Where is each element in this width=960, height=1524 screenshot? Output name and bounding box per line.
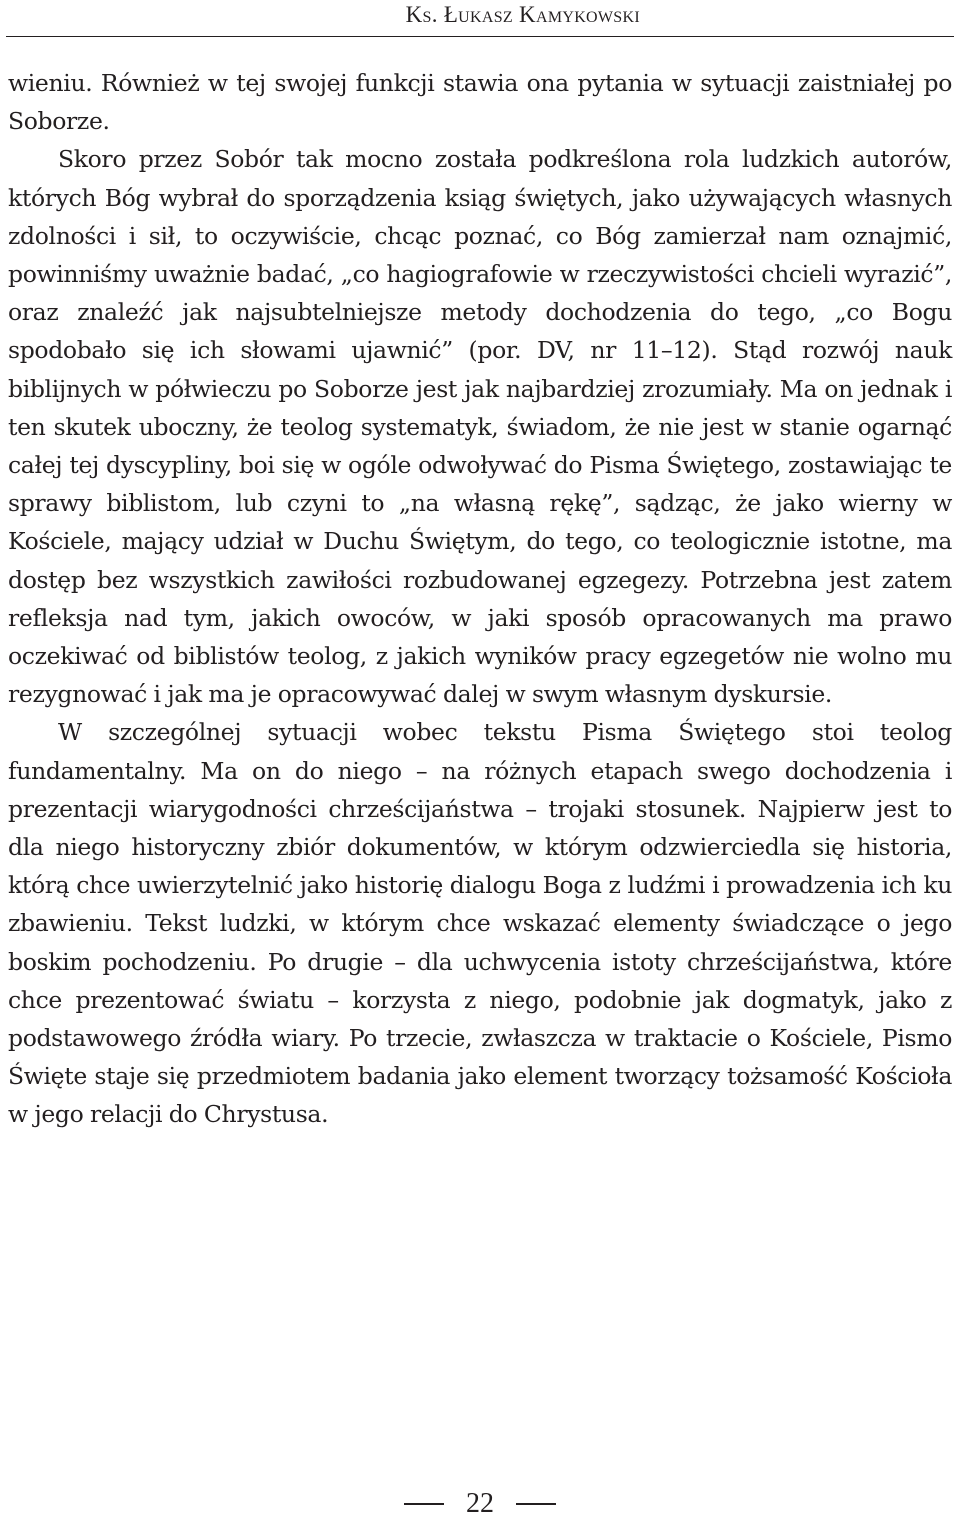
page-footer [0, 1484, 960, 1524]
paragraph: wieniu. Również w tej swojej funkcji stawia ona pytania w sytuacji zaistniałej po Soborze. [8, 69, 952, 136]
header-rule [6, 36, 954, 37]
page-number: 22 [466, 1488, 494, 1519]
footer-dash-right [516, 1503, 556, 1505]
footer-dash-left [404, 1503, 444, 1505]
paragraph: W szczególnej sytuacji wobec tekstu Pisma Świętego stoi teolog fundamentalny. Ma on do niego – na różnych etapach swego dochodzenia i prezentacji wiarygodności chrześcijaństwa – trojaki stosunek. Najpierw jest to dla niego historyczny zbiór dokumentów, w którym odzwierciedla się historia, którą chce uwierzytelnić jako historię dialogu Boga z ludźmi i prowadzenia ich ku zbawieniu. Tekst ludzki, w którym chce wskazać elementy świadczące o jego boskim pochodzeniu. Po drugie – dla uchwycenia istoty chrześcijaństwa, które chce prezentować światu – korzysta z niego, podobnie jak dogmatyk, jako z podstawowego źródła wiary. Po trzecie, zwłaszcza w traktacie o Kościele, Pismo Święte staje się przedmiotem badania jako element tworzący tożsamość Kościoła w jego relacji do Chrystusa. [8, 718, 952, 1129]
running-header: Ks. Łukasz Kamykowski [405, 2, 640, 27]
body-text [8, 64, 952, 1134]
paragraph: Skoro przez Sobór tak mocno została podkreślona rola ludzkich autorów, których Bóg wybrał do sporządzenia ksiąg świętych, jako używających własnych zdolności i sił, to oczywiście, chcąc poznać, co Bóg zamierzał nam oznajmić, powinniśmy uważnie badać, „co hagiografowie w rzeczywistości chcieli wyrazić”, oraz znaleźć jak najsubtelniejsze metody dochodzenia do tego, „co Bogu spodobało się ich słowami ujawnić” (por. DV, nr 11–12). Stąd rozwój nauk biblijnych w półwieczu po Soborze jest jak najbardziej zrozumiały. Ma on jednak i ten skutek uboczny, że teolog systematyk, świadom, że nie jest w stanie ogarnąć całej tej dyscypliny, boi się w ogóle odwoływać do Pisma Świętego, zostawiając te sprawy biblistom, lub czyni to „na własną rękę”, sądząc, że jako wierny w Kościele, mający udział w Duchu Świętym, do tego, co teologicznie istotne, ma dostęp bez wszystkich zawiłości rozbudowanej egzegezy. Potrzebna jest zatem refleksja nad tym, jakich owoców, w jaki sposób opracowanych ma prawo oczekiwać od biblistów teolog, z jakich wyników pracy egzegetów nie wolno mu rezygnować i jak ma je opracowywać dalej w swym własnym dyskursie. [8, 145, 952, 709]
